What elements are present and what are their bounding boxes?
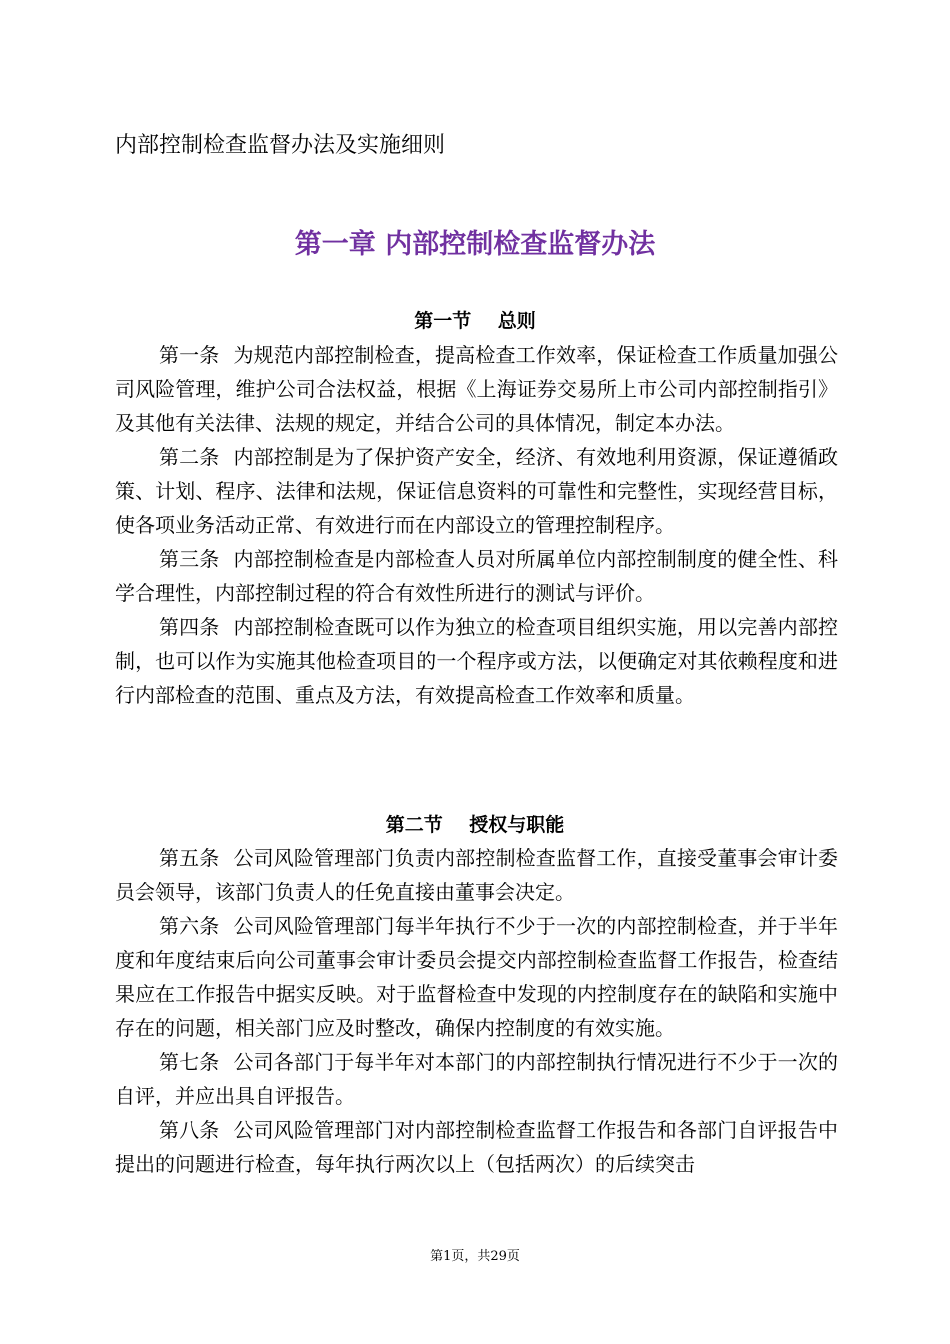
article xyxy=(115,1045,838,1113)
document-title: 内部控制检查监督办法及实施细则 xyxy=(115,133,446,158)
page-footer: 第1页，共29页 xyxy=(430,1249,520,1264)
chapter-heading xyxy=(0,222,950,261)
section-heading-general: 第一节 总则 xyxy=(414,310,536,332)
section-body-authority xyxy=(115,841,838,1181)
article-number: 第六条 xyxy=(159,914,220,938)
article-number: 第五条 xyxy=(159,846,220,870)
article-number: 第一条 xyxy=(159,343,220,367)
article xyxy=(115,338,838,440)
article-text: 为规范内部控制检查，提高检查工作效率，保证检查工作质量加强公司风险管理，维护公司合法权益，根据《上海证券交易所上市公司内部控制指引》及其他有关法律、法规的规定，并结合公司的具体情况，制定本办法。 xyxy=(115,343,838,435)
article-text: 内部控制是为了保护资产安全，经济、有效地利用资源，保证遵循政策、计划、程序、法律和法规，保证信息资料的可靠性和完整性，实现经营目标，使各项业务活动正常、有效进行而在内部设立的管理控制程序。 xyxy=(115,445,838,537)
section-heading-authority: 第二节 授权与职能 xyxy=(385,814,565,836)
article xyxy=(115,610,838,712)
article-number: 第二条 xyxy=(159,445,220,469)
article xyxy=(115,542,838,610)
article xyxy=(115,909,838,1045)
article-text: 公司风险管理部门负责内部控制检查监督工作，直接受董事会审计委员会领导，该部门负责人的任免直接由董事会决定。 xyxy=(115,846,838,904)
article-text: 公司风险管理部门对内部控制检查监督工作报告和各部门自评报告中提出的问题进行检查，每年执行两次以上（包括两次）的后续突击 xyxy=(115,1118,838,1176)
article-number: 第四条 xyxy=(159,615,220,639)
section-body-general xyxy=(115,338,838,712)
article-text: 内部控制检查是内部检查人员对所属单位内部控制制度的健全性、科学合理性，内部控制过程的符合有效性所进行的测试与评价。 xyxy=(115,547,838,605)
chapter-heading-suffix: 办法 xyxy=(601,229,656,260)
chapter-heading-prefix: 第一章 内部控制检查 xyxy=(294,229,548,260)
article xyxy=(115,440,838,542)
chapter-heading-emphasis: 监督 xyxy=(547,229,602,260)
article-number: 第八条 xyxy=(159,1118,220,1142)
article-text: 公司风险管理部门每半年执行不少于一次的内部控制检查，并于半年度和年度结束后向公司董事会审计委员会提交内部控制检查监督工作报告，检查结果应在工作报告中据实反映。对于监督检查中发现的内控制度存在的缺陷和实施中存在的问题，相关部门应及时整改，确保内控制度的有效实施。 xyxy=(115,914,838,1040)
article xyxy=(115,1113,838,1181)
article xyxy=(115,841,838,909)
article-number: 第七条 xyxy=(159,1050,220,1074)
article-number: 第三条 xyxy=(159,547,220,571)
article-text: 内部控制检查既可以作为独立的检查项目组织实施，用以完善内部控制，也可以作为实施其他检查项目的一个程序或方法，以便确定对其依赖程度和进行内部检查的范围、重点及方法，有效提高检查工作效率和质量。 xyxy=(115,615,838,707)
article-text: 公司各部门于每半年对本部门的内部控制执行情况进行不少于一次的自评，并应出具自评报告。 xyxy=(115,1050,838,1108)
